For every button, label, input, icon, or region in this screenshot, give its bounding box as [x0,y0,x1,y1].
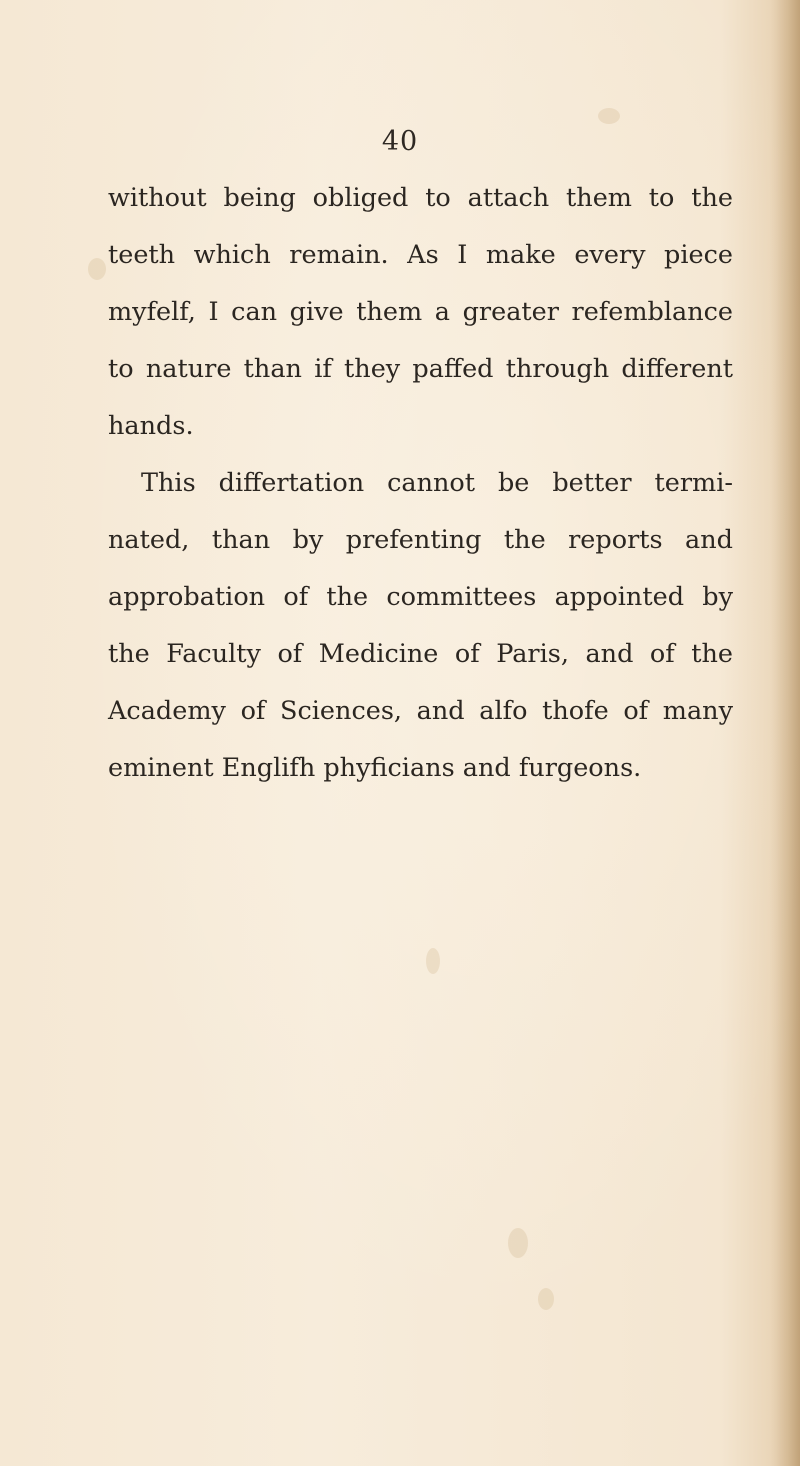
text-line: approbation of the committees appointed by [108,582,733,612]
page-edge-shadow [770,0,800,1466]
text-line: nated, than by prefenting the reports and [108,525,733,555]
text-line: teeth which remain. As I make every piece [108,240,733,270]
body-text [108,170,733,797]
paper-stain [88,258,106,280]
paper-stain [426,948,440,974]
text-line: Academy of Sciences, and alfo thofe of many [108,696,733,726]
text-line: hands. [108,411,194,441]
paper-stain [508,1228,528,1258]
paper-stain [538,1288,554,1310]
text-line: This differtation cannot be better termi- [141,468,733,498]
text-line: without being obliged to attach them to the [108,183,733,213]
paper-stain [598,108,620,124]
text-line: myfelf, I can give them a greater refemblance [108,297,733,327]
page-number: 40 [381,126,419,157]
text-line: eminent Englifh phyficians and furgeons. [108,753,642,783]
text-line: the Faculty of Medicine of Paris, and of the [108,639,733,669]
text-line: to nature than if they paffed through different [108,354,733,384]
